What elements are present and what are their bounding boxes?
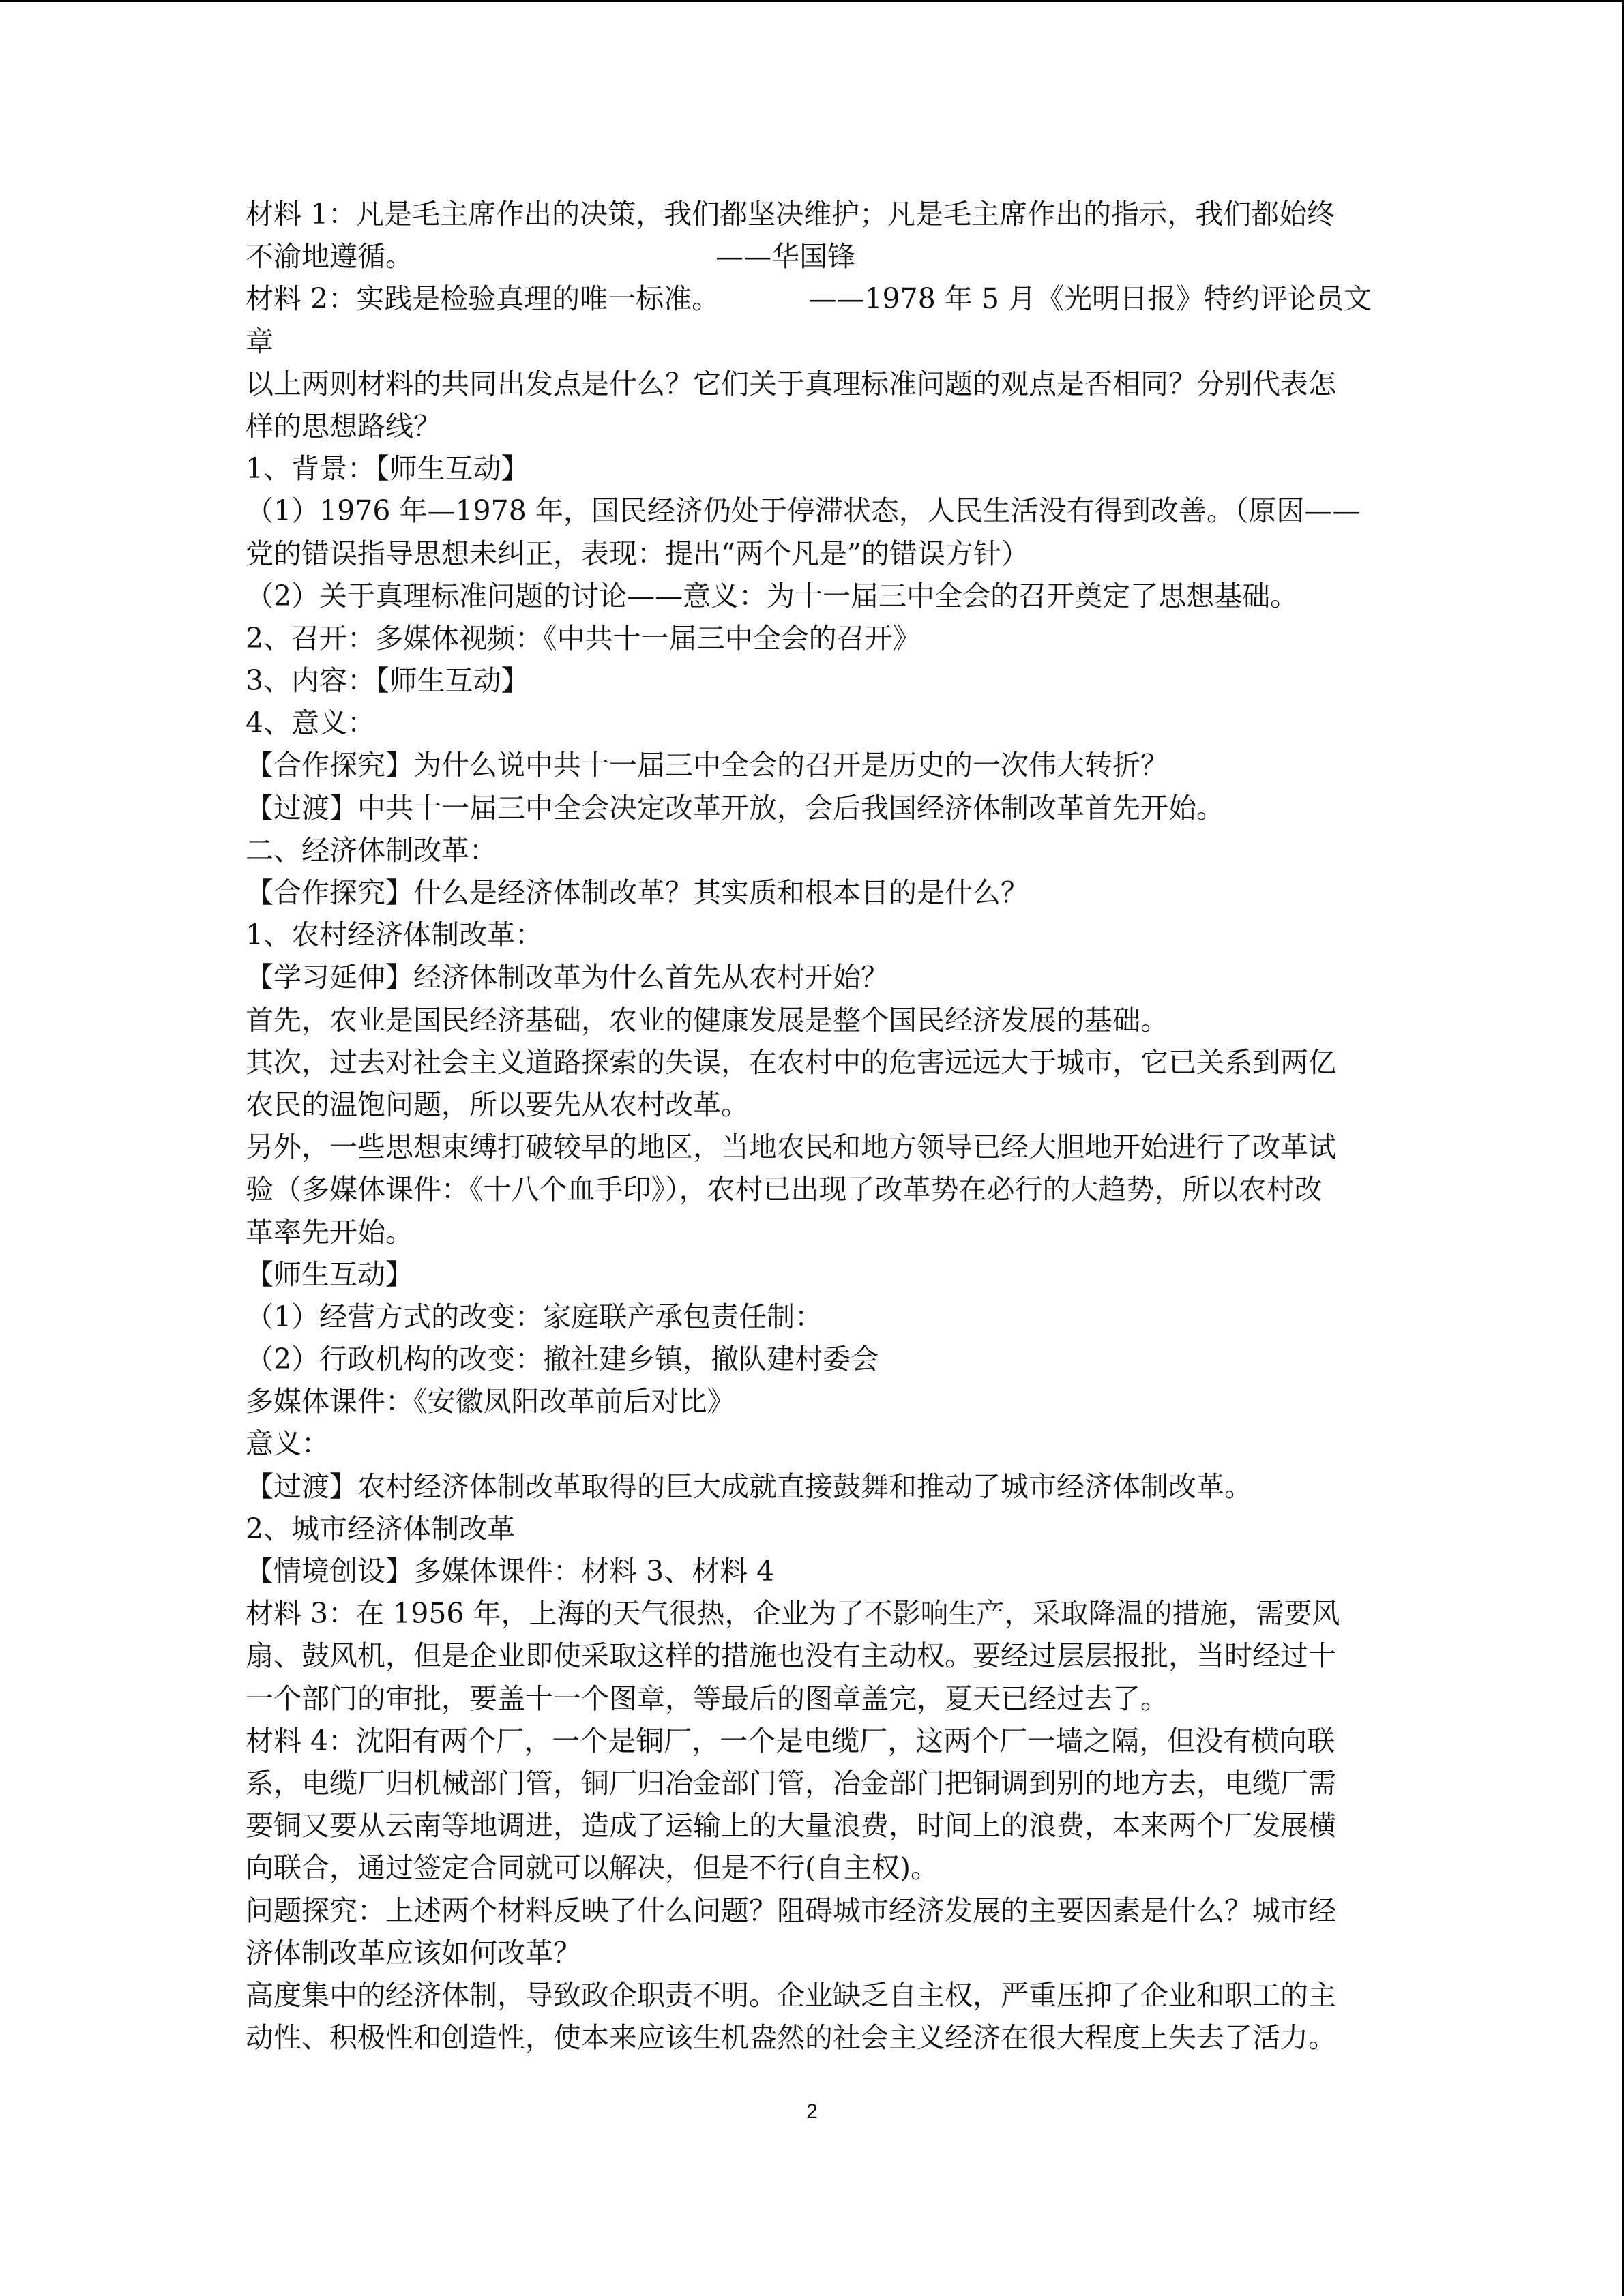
text-line: 验（多媒体课件：《十八个血手印》），农村已出现了改革势在必行的大趋势，所以农村改 [246, 1173, 1323, 1206]
text-line: 首先，农业是国民经济基础，农业的健康发展是整个国民经济发展的基础。 [246, 1003, 1168, 1037]
text-line: 4、意义： [246, 706, 376, 740]
text-line: 济体制改革应该如何改革？ [246, 1936, 581, 1969]
page-number: 2 [806, 2100, 818, 2123]
text-line: 意义： [246, 1427, 329, 1461]
text-line: 扇、鼓风机，但是企业即使采取这样的措施也没有主动权。要经过层层报批，当时经过十 [246, 1639, 1336, 1673]
text-line: 【合作探究】什么是经济体制改革？其实质和根本目的是什么？ [246, 876, 1029, 909]
page-border-top [0, 0, 1624, 2]
text-line: 【过渡】农村经济体制改革取得的巨大成就直接鼓舞和推动了城市经济体制改革。 [246, 1470, 1252, 1503]
text-line: 【情境创设】多媒体课件：材料 3、材料 4 [246, 1555, 775, 1587]
text-line: 1、背景：【师生互动】 [246, 452, 529, 486]
text-line: 材料 3：在 1956 年，上海的天气很热，企业为了不影响生产，采取降温的措施，需要风 [246, 1597, 1340, 1630]
text-line: 2、召开：多媒体视频：《中共十一届三中全会的召开》 [246, 621, 921, 655]
text-line: 向联合，通过签定合同就可以解决，但是不行(自主权)。 [246, 1851, 939, 1885]
text-line: 党的错误指导思想未纠正，表现：提出“两个凡是”的错误方针） [246, 537, 1029, 570]
text-line: （1）1976 年—1978 年，国民经济仍处于停滞状态，人民生活没有得到改善。（原因—— [246, 494, 1361, 528]
text-line: 【合作探究】为什么说中共十一届三中全会的召开是历史的一次伟大转折？ [246, 749, 1168, 782]
text-line: 系，电缆厂归机械部门管，铜厂归冶金部门管，冶金部门把铜调到别的地方去，电缆厂需 [246, 1766, 1336, 1800]
text-line: （1）经营方式的改变：家庭联产承包责任制： [246, 1300, 823, 1333]
text-line: （2）关于真理标准问题的讨论——意义：为十一届三中全会的召开奠定了思想基础。 [246, 579, 1299, 612]
text-line: 一个部门的审批，要盖十一个图章，等最后的图章盖完，夏天已经过去了。 [246, 1682, 1168, 1715]
text-line: 【学习延伸】经济体制改革为什么首先从农村开始？ [246, 961, 889, 994]
text-line: （2）行政机构的改变：撤社建乡镇，撤队建村委会 [246, 1343, 879, 1376]
text-line: 以上两则材料的共同出发点是什么？它们关于真理标准问题的观点是否相同？分别代表怎 [246, 367, 1336, 400]
text-line: 2、城市经济体制改革 [246, 1512, 516, 1545]
text-line: 动性、积极性和创造性，使本来应该生机盎然的社会主义经济在很大程度上失去了活力。 [246, 2021, 1336, 2055]
text-line: 农民的温饱问题，所以要先从农村改革。 [246, 1088, 749, 1121]
text-line: 二、经济体制改革： [246, 833, 497, 867]
text-line: 问题探究：上述两个材料反映了什么问题？阻碍城市经济发展的主要因素是什么？城市经 [246, 1894, 1336, 1927]
text-line: 【过渡】中共十一届三中全会决定改革开放，会后我国经济体制改革首先开始。 [246, 791, 1224, 824]
text-line: 【师生互动】 [246, 1257, 413, 1291]
text-line: 3、内容：【师生互动】 [246, 664, 529, 698]
document-body [246, 193, 1378, 2059]
text-line: 材料 1：凡是毛主席作出的决策，我们都坚决维护；凡是毛主席作出的指示，我们都始终 [246, 198, 1335, 230]
text-line: 另外，一些思想束缚打破较早的地区，当地农民和地方领导已经大胆地开始进行了改革试 [246, 1131, 1336, 1164]
text-line: 不渝地遵循。 ——华国锋 [246, 240, 856, 273]
text-line: 材料 2：实践是检验真理的唯一标准。 ——1978 年 5 月《光明日报》特约评论员文 [246, 282, 1372, 316]
text-line: 要铜又要从云南等地调进，造成了运输上的大量浪费，时间上的浪费，本来两个厂发展横 [246, 1809, 1336, 1843]
text-line: 其次，过去对社会主义道路探索的失误，在农村中的危害远远大于城市，它已关系到两亿 [246, 1045, 1336, 1079]
text-line: 高度集中的经济体制，导致政企职责不明。企业缺乏自主权，严重压抑了企业和职工的主 [246, 1978, 1336, 2012]
text-line: 多媒体课件：《安徽凤阳改革前后对比》 [246, 1385, 735, 1418]
text-line: 章 [246, 325, 274, 358]
text-line: 革率先开始。 [246, 1215, 413, 1249]
text-line: 材料 4：沈阳有两个厂，一个是铜厂，一个是电缆厂，这两个厂一墙之隔，但没有横向联 [246, 1724, 1335, 1757]
text-line: 1、农村经济体制改革： [246, 919, 544, 952]
text-line: 样的思想路线？ [246, 409, 441, 443]
